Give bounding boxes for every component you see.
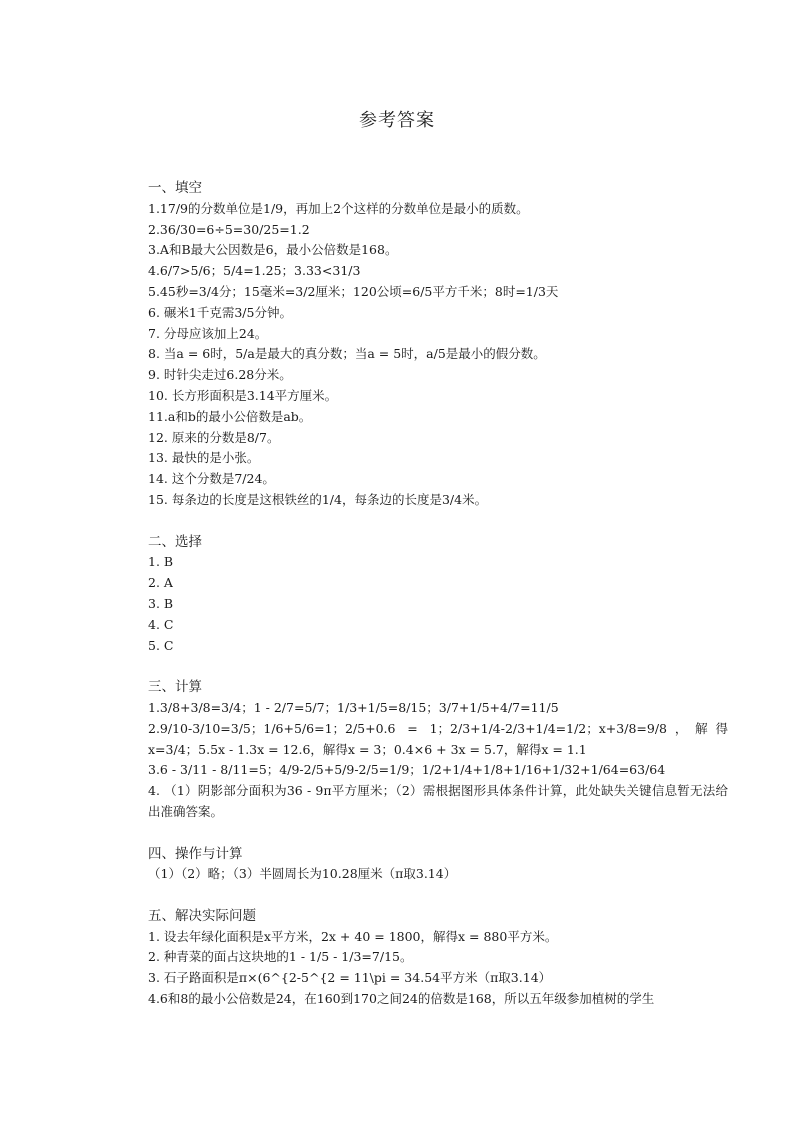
answer-line: 14. 这个分数是7/24。 [148,471,275,487]
section-word-problems [148,906,728,1010]
answer-line: 2.36/30=6÷5=30/25=1.2 [148,221,310,237]
section-spacer [148,885,728,906]
answer-line: 1.17/9的分数单位是1/9，再加上2个这样的分数单位是最小的质数。 [148,200,529,216]
answer-line: 1. 设去年绿化面积是x平方米，2x + 40 = 1800，解得x = 880平方米。 [148,928,558,944]
answer-line: 4. （1）阴影部分面积为36 - 9π平方厘米；（2）需根据图形具体条件计算，此处缺失关键信息暂无法给出准确答案。 [148,783,728,819]
answer-line: 2. 种青菜的面占这块地的1 - 1/5 - 1/3=7/15。 [148,949,413,965]
answer-line: 2. A [148,575,173,591]
answer-line: 11.a和b的最小公倍数是ab。 [148,408,312,424]
answer-content [148,178,728,1010]
answer-line: 4. C [148,616,174,632]
answer-line: 3.6 - 3/11 - 8/11=5；4/9-2/5+5/9-2/5=1/9；1/2+1/4+1/8+1/16+1/32+1/64=63/64 [148,762,666,778]
section-spacer [148,511,728,532]
section-heading: 三、计算 [148,679,202,696]
answer-line: 4.6/7>5/6；5/4=1.25；3.33<31/3 [148,263,361,279]
section-calculation [148,677,728,823]
answer-line: 5.45秒=3/4分；15毫米=3/2厘米；120公顷=6/5平方千米；8时=1/3天 [148,283,559,299]
answer-line: 1.3/8+3/8=3/4；1 - 2/7=5/7；1/3+1/5=8/15；3/7+1/5+4/7=11/5 [148,699,559,715]
answer-line: 15. 每条边的长度是这根铁丝的1/4，每条边的长度是3/4米。 [148,491,488,507]
answer-line: 8. 当a = 6时，5/a是最大的真分数；当a = 5时，a/5是最小的假分数。 [148,346,546,362]
page-title: 参考答案 [359,110,435,131]
answer-line: 3. B [148,595,174,611]
section-heading: 一、填空 [148,180,202,196]
answer-line: 5. C [148,637,174,653]
section-multiple-choice [148,532,728,657]
section-spacer [148,656,728,677]
section-operation [148,844,728,886]
answer-line: 7. 分母应该加上24。 [148,325,268,341]
section-heading: 五、解决实际问题 [148,907,256,924]
answer-line: 9. 时针尖走过6.28分米。 [148,367,292,383]
section-heading: 二、选择 [148,533,202,550]
section-spacer [148,823,728,844]
answer-line: 3.A和B最大公因数是6，最小公倍数是168。 [148,242,398,258]
answer-line: 1. B [148,554,174,570]
section-fill-in-blank [148,178,728,511]
answer-line: 2.9/10-3/10=3/5；1/6+5/6=1；2/5+0.6 = 1；2/3+1/4-2/3+1/4=1/2；x+3/8=9/8，解得x=3/4；5.5x - 1.3x = 12.6，解得x = 3；0.4×6 + 3x = 5.7，解得x = 1.1 [148,720,728,757]
answer-line: 12. 原来的分数是8/7。 [148,429,280,445]
answer-line: 13. 最快的是小张。 [148,450,260,466]
section-heading: 四、操作与计算 [148,845,243,862]
answer-line: 3. 石子路面积是π×(6^{2-5^{2 = 11\pi = 34.54平方米（π取3.14） [148,970,552,986]
answer-line: （1）（2）略；（3）半圆周长为10.28厘米（π取3.14） [148,866,457,882]
answer-line: 4.6和8的最小公倍数是24，在160到170之间24的倍数是168，所以五年级参加植树的学生 [148,991,655,1007]
answer-line: 10. 长方形面积是3.14平方厘米。 [148,387,338,403]
answer-line: 6. 碾米1千克需3/5分钟。 [148,304,292,320]
